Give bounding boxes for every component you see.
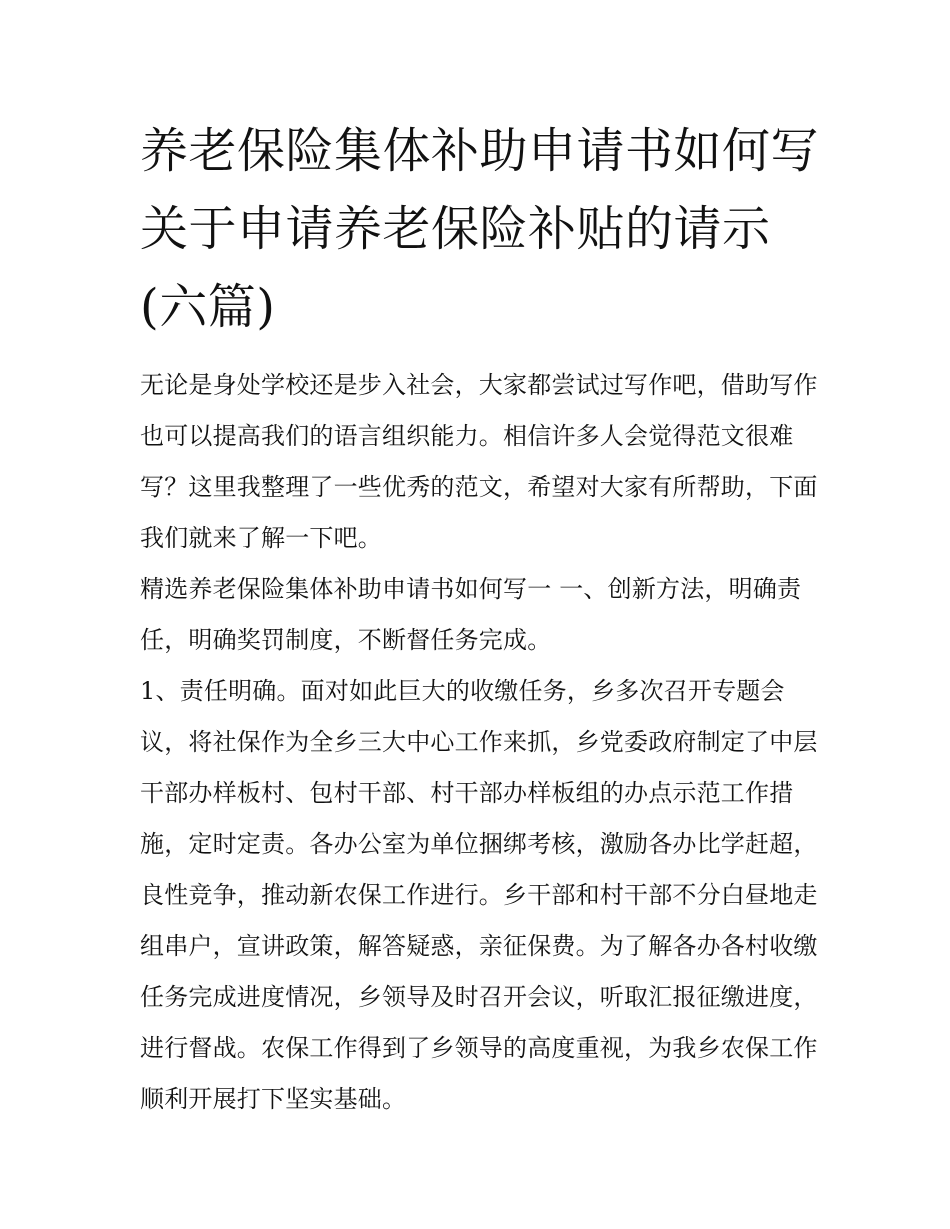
section-heading-paragraph: 精选养老保险集体补助申请书如何写一 一、创新方法，明确责任，明确奖罚制度，不断督任务完成。 xyxy=(140,575,802,654)
document-body xyxy=(140,112,830,1125)
document-title: 养老保险集体补助申请书如何写 关于申请养老保险补贴的请示(六篇) xyxy=(140,123,820,335)
responsibility-paragraph: 1、责任明确。面对如此巨大的收缴任务，乡多次召开专题会议，将社保作为全乡三大中心工作来抓，乡党委政府制定了中层干部办样板村、包村干部、村干部办样板组的办点示范工作措施，定时定责。各办公室为单位捆绑考核，激励各办比学赶超，良性竞争，推动新农保工作进行。乡干部和村干部不分白昼地走组串户，宣讲政策，解答疑惑，亲征保费。为了解各办各村收缴任务完成进度情况，乡领导及时召开会议，听取汇报征缴进度，进行督战。农保工作得到了乡领导的高度重视，为我乡农保工作顺利开展打下坚实基础。 xyxy=(140,677,818,1113)
intro-paragraph: 无论是身处学校还是步入社会，大家都尝试过写作吧，借助写作也可以提高我们的语言组织能力。相信许多人会觉得范文很难写？这里我整理了一些优秀的范文，希望对大家有所帮助，下面我们就来了解一下吧。 xyxy=(140,371,818,552)
